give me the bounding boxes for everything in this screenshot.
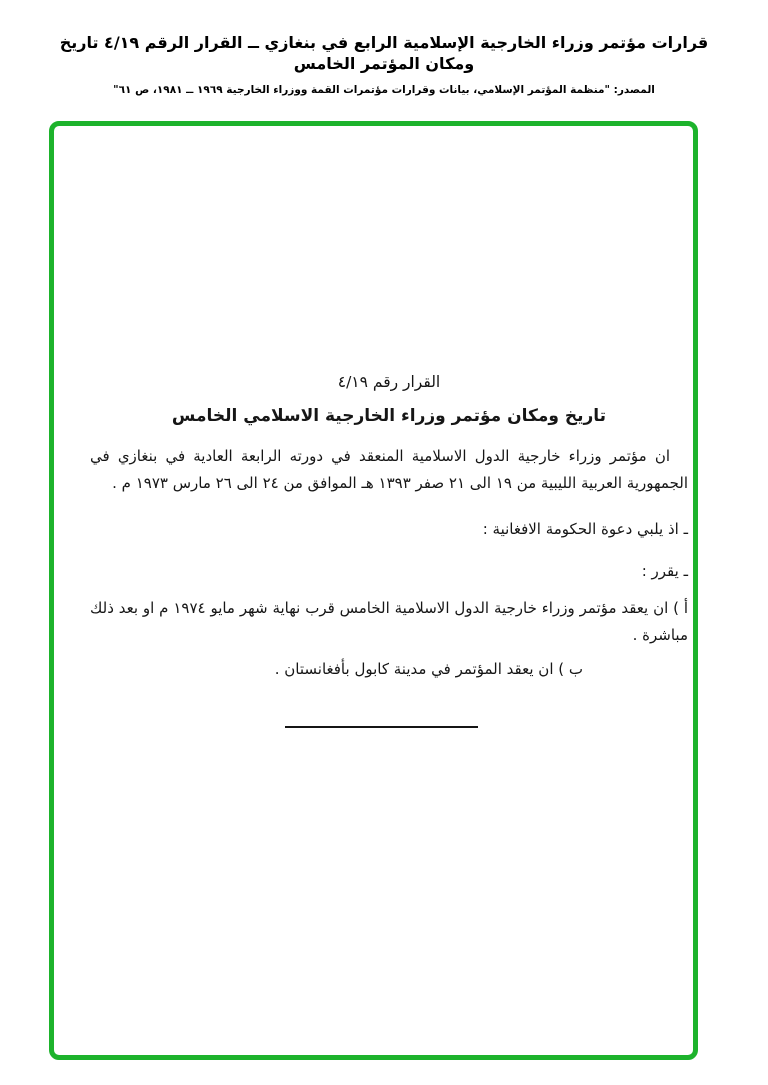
page-header-title: قرارات مؤتمر وزراء الخارجية الإسلامية الرابع في بنغازي ــ القرار الرقم ٤/١٩ تاريخ ومكان المؤتمر الخامس (59, 33, 709, 73)
resolution-number-line: القرار رقم ٤/١٩ (337, 373, 441, 391)
resolution-document (90, 372, 688, 680)
clause-responding-invitation: ـ اذ يلبي دعوة الحكومة الافغانية : (482, 520, 688, 539)
resolution-item-b: ب ) ان يعقد المؤتمر في مدينة كابول بأفغانستان . (274, 660, 583, 679)
clause-decides: ـ يقرر : (641, 562, 688, 581)
page-header-source-line: المصدر: "منظمة المؤتمر الإسلامي، بيانات وقرارات مؤتمرات القمة ووزراء الخارجية ١٩٦٩ ــ ١٩٨١، ص ٦١" (113, 83, 655, 96)
resolution-title: تاريخ ومكان مؤتمر وزراء الخارجية الاسلامي الخامس (171, 405, 607, 426)
resolution-preamble-paragraph: ان مؤتمر وزراء خارجية الدول الاسلامية المنعقد في دورته الرابعة العادية في بنغازي في الجمهورية العربية الليبية من ١٩ الى ٢١ صفر ١٣٩٣ هـ الموافق من ٢٤ الى ٢٦ مارس ١٩٧٣ م . (90, 447, 688, 493)
resolution-item-a: أ ) ان يعقد مؤتمر وزراء خارجية الدول الاسلامية الخامس قرب نهاية شهر مايو ١٩٧٤ م او بعد ذلك مباشرة . (90, 599, 689, 645)
page-header (0, 33, 768, 96)
divider-rule (285, 726, 478, 728)
